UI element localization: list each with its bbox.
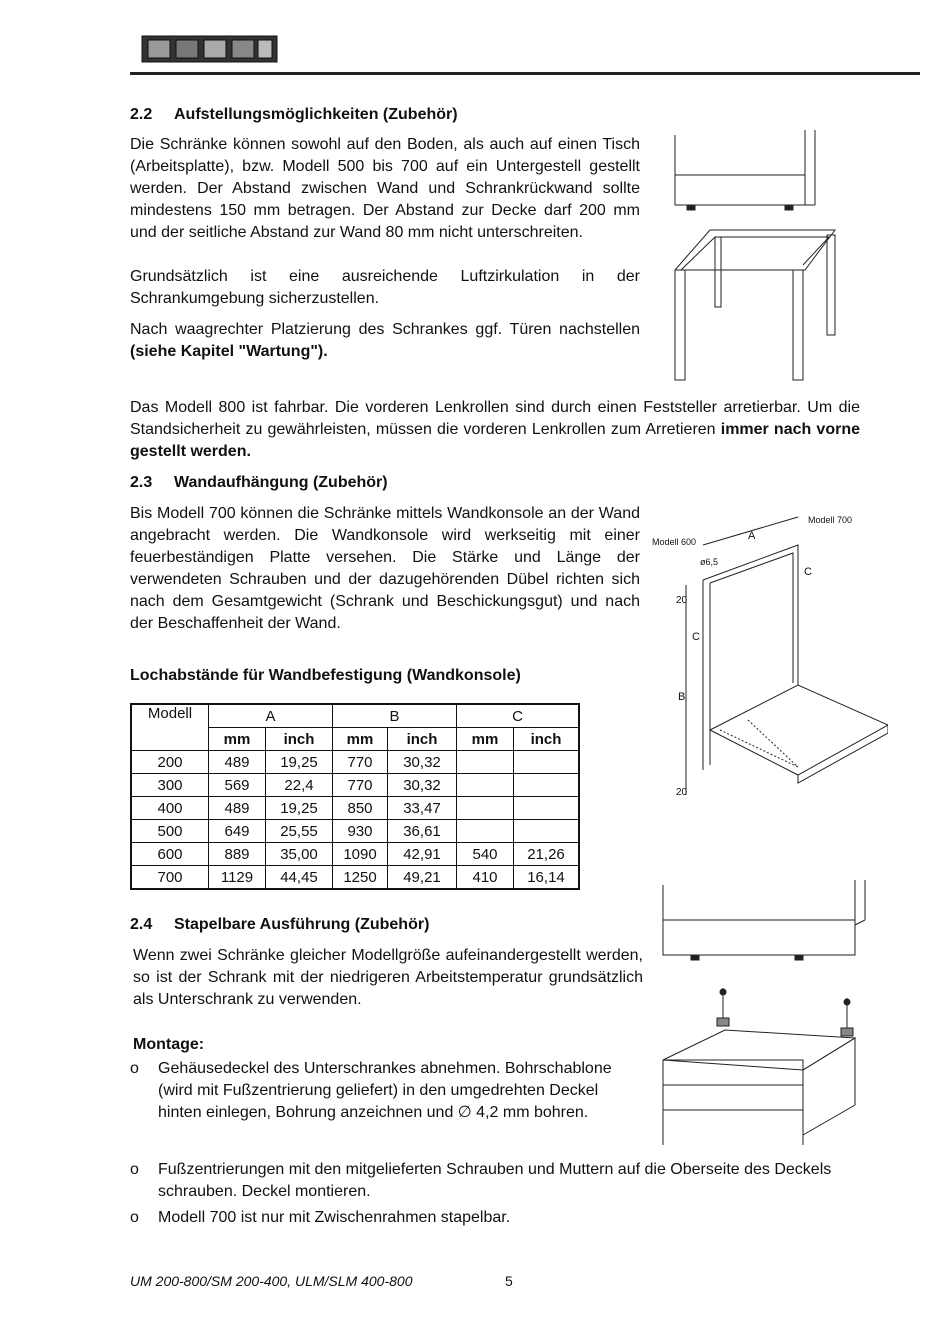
header-rule xyxy=(130,72,920,75)
table-cell: 1090 xyxy=(333,843,388,866)
col-model-header: Modell xyxy=(131,704,209,751)
table-row xyxy=(131,797,579,820)
footer-models: UM 200-800/SM 200-400, ULM/SLM 400-800 xyxy=(130,1273,413,1289)
section-title: Aufstellungsmöglichkeiten (Zubehör) xyxy=(174,106,458,123)
table-cell: 49,21 xyxy=(388,866,457,890)
section-2-3-para: Bis Modell 700 können die Schränke mittels Wandkonsole an der Wand angebracht werden. Die Wandkonsole wird werkseitig mit einer feuerbeständigen Platte versehen. Die Stärke und Länge der verwendeten Schrauben und der dazugehörenden Dübel richten sich nach dem Gesamtgewicht (Schrank und Beschickungsgut) und nach der Beschaffenheit der Wand. xyxy=(130,505,640,632)
table-cell: 30,32 xyxy=(388,774,457,797)
table-cell: 770 xyxy=(333,774,388,797)
section-2-2-para4: Das Modell 800 ist fahrbar. Die vorderen Lenkrollen sind durch einen Feststeller arretierbar. Um die Standsicherheit zu gewährleisten, müssen die vorderen Lenkrollen zum Arretieren immer nach vorne gestellt werden. xyxy=(130,399,861,460)
section-number: 2.3 xyxy=(130,474,153,491)
wall-bracket-diagram xyxy=(648,505,888,805)
dim-c-right: C xyxy=(804,566,812,578)
section-2-4-heading xyxy=(130,916,429,934)
table-cell: 410 xyxy=(457,866,514,890)
table-cell xyxy=(457,797,514,820)
group-header-a: A xyxy=(209,704,333,728)
table-cell: 700 xyxy=(131,866,209,890)
table-cell: 21,26 xyxy=(514,843,580,866)
section-2-2-para2: Grundsätzlich ist eine ausreichende Luftzirkulation in der Schrankumgebung sicherzustellen. xyxy=(130,268,640,307)
table-row xyxy=(131,751,579,774)
table-cell: 540 xyxy=(457,843,514,866)
table-cell: 400 xyxy=(131,797,209,820)
table-cell: 19,25 xyxy=(266,797,333,820)
table-row xyxy=(131,774,579,797)
table-cell xyxy=(457,751,514,774)
dim-20-top: 20 xyxy=(676,595,688,606)
table-cell: 16,14 xyxy=(514,866,580,890)
table-cell: 42,91 xyxy=(388,843,457,866)
table-cell: 770 xyxy=(333,751,388,774)
table-cell xyxy=(514,797,580,820)
table-cell: 44,45 xyxy=(266,866,333,890)
section-number: 2.2 xyxy=(130,106,153,123)
table-cell: 489 xyxy=(209,751,266,774)
bullet-text: Modell 700 ist nur mit Zwischenrahmen stapelbar. xyxy=(158,1209,511,1226)
table-cell: 22,4 xyxy=(266,774,333,797)
list-item xyxy=(130,1207,890,1229)
section-number: 2.4 xyxy=(130,916,153,933)
unit-header: inch xyxy=(266,728,333,751)
section-title: Wandaufhängung (Zubehör) xyxy=(174,474,388,491)
table-cell: 600 xyxy=(131,843,209,866)
table-cell: 1250 xyxy=(333,866,388,890)
table-cell: 489 xyxy=(209,797,266,820)
table-cell xyxy=(457,774,514,797)
table-cell xyxy=(514,820,580,843)
header-logo xyxy=(140,34,280,64)
dim-hole: ø6,5 xyxy=(700,557,719,567)
table-cell: 850 xyxy=(333,797,388,820)
table-cell: 33,47 xyxy=(388,797,457,820)
group-header-b: B xyxy=(333,704,457,728)
table-cell: 500 xyxy=(131,820,209,843)
table-cell: 30,32 xyxy=(388,751,457,774)
table-cell xyxy=(457,820,514,843)
unit-header: mm xyxy=(209,728,266,751)
table-cell: 35,00 xyxy=(266,843,333,866)
table-cell: 1129 xyxy=(209,866,266,890)
table-cell xyxy=(514,751,580,774)
section-title: Stapelbare Ausführung (Zubehör) xyxy=(174,916,430,933)
memmert-logo-icon xyxy=(140,34,280,64)
table-row xyxy=(131,820,579,843)
dim-c-left: C xyxy=(692,631,700,643)
table-cell xyxy=(514,774,580,797)
section-2-2-para3: Nach waagrechter Platzierung des Schrankes ggf. Türen nachstellen (siehe Kapitel "Wartung"). xyxy=(130,321,640,360)
section-2-2-heading xyxy=(130,106,458,124)
bullet-text: Fußzentrierungen mit den mitgelieferten Schrauben und Muttern auf die Oberseite des Deckels schrauben. Deckel montieren. xyxy=(158,1161,832,1200)
table-cell: 889 xyxy=(209,843,266,866)
unit-header: mm xyxy=(333,728,388,751)
table-cell: 300 xyxy=(131,774,209,797)
table-cell: 649 xyxy=(209,820,266,843)
section-2-2-para1: Die Schränke können sowohl auf den Boden, als auch auf einen Tisch (Arbeitsplatte), bzw. Modell 500 bis 700 auf ein Untergestell gestellt werden. Der Abstand zwischen Wand und Schrankrückwand sollte mindestens 150 mm betragen. Der Abstand zur Decke darf 200 mm und der seitliche Abstand zur Wand 80 mm nicht unterschreiten. xyxy=(130,136,640,241)
table-cell: 36,61 xyxy=(388,820,457,843)
unit-header: inch xyxy=(514,728,580,751)
section-2-4-para: Wenn zwei Schränke gleicher Modellgröße aufeinandergestellt werden, so ist der Schrank mit der niedrigeren Arbeitstemperatur grundsätzlich als Unterschrank zu verwenden. xyxy=(133,947,643,1008)
label-model700: Modell 700 xyxy=(808,515,853,525)
table-cell: 200 xyxy=(131,751,209,774)
unit-header: inch xyxy=(388,728,457,751)
dim-a: A xyxy=(748,530,756,542)
bullet-mark: o xyxy=(130,1209,139,1226)
list-item xyxy=(130,1058,640,1146)
table-row xyxy=(131,866,579,890)
stacking-diagram xyxy=(655,880,875,1150)
table-cell: 569 xyxy=(209,774,266,797)
bullet-mark: o xyxy=(130,1161,139,1178)
page-number: 5 xyxy=(505,1273,513,1289)
table-title: Lochabstände für Wandbefestigung (Wandkonsole) xyxy=(130,667,521,684)
table-row xyxy=(131,843,579,866)
montage-heading: Montage: xyxy=(133,1036,205,1053)
table-cell: 25,55 xyxy=(266,820,333,843)
bullet-text: Gehäusedeckel des Unterschrankes abnehmen. Bohrschablone (wird mit Fußzentrierung geliefert) in den umgedrehten Deckel hinten einlegen, Bohrung anzeichnen und ∅ 4,2 mm bohren. xyxy=(158,1060,612,1121)
group-header-c: C xyxy=(457,704,580,728)
dim-b: B xyxy=(678,691,686,703)
table-cell: 930 xyxy=(333,820,388,843)
dim-20-bottom: 20 xyxy=(676,787,688,798)
bullet-mark: o xyxy=(130,1060,139,1077)
table-cell: 19,25 xyxy=(266,751,333,774)
section-2-3-heading xyxy=(130,474,388,492)
label-model600: Modell 600 xyxy=(652,537,697,547)
hole-distance-table xyxy=(130,703,580,890)
unit-header: mm xyxy=(457,728,514,751)
cabinet-stand-diagram xyxy=(665,125,865,395)
list-item xyxy=(130,1159,890,1203)
